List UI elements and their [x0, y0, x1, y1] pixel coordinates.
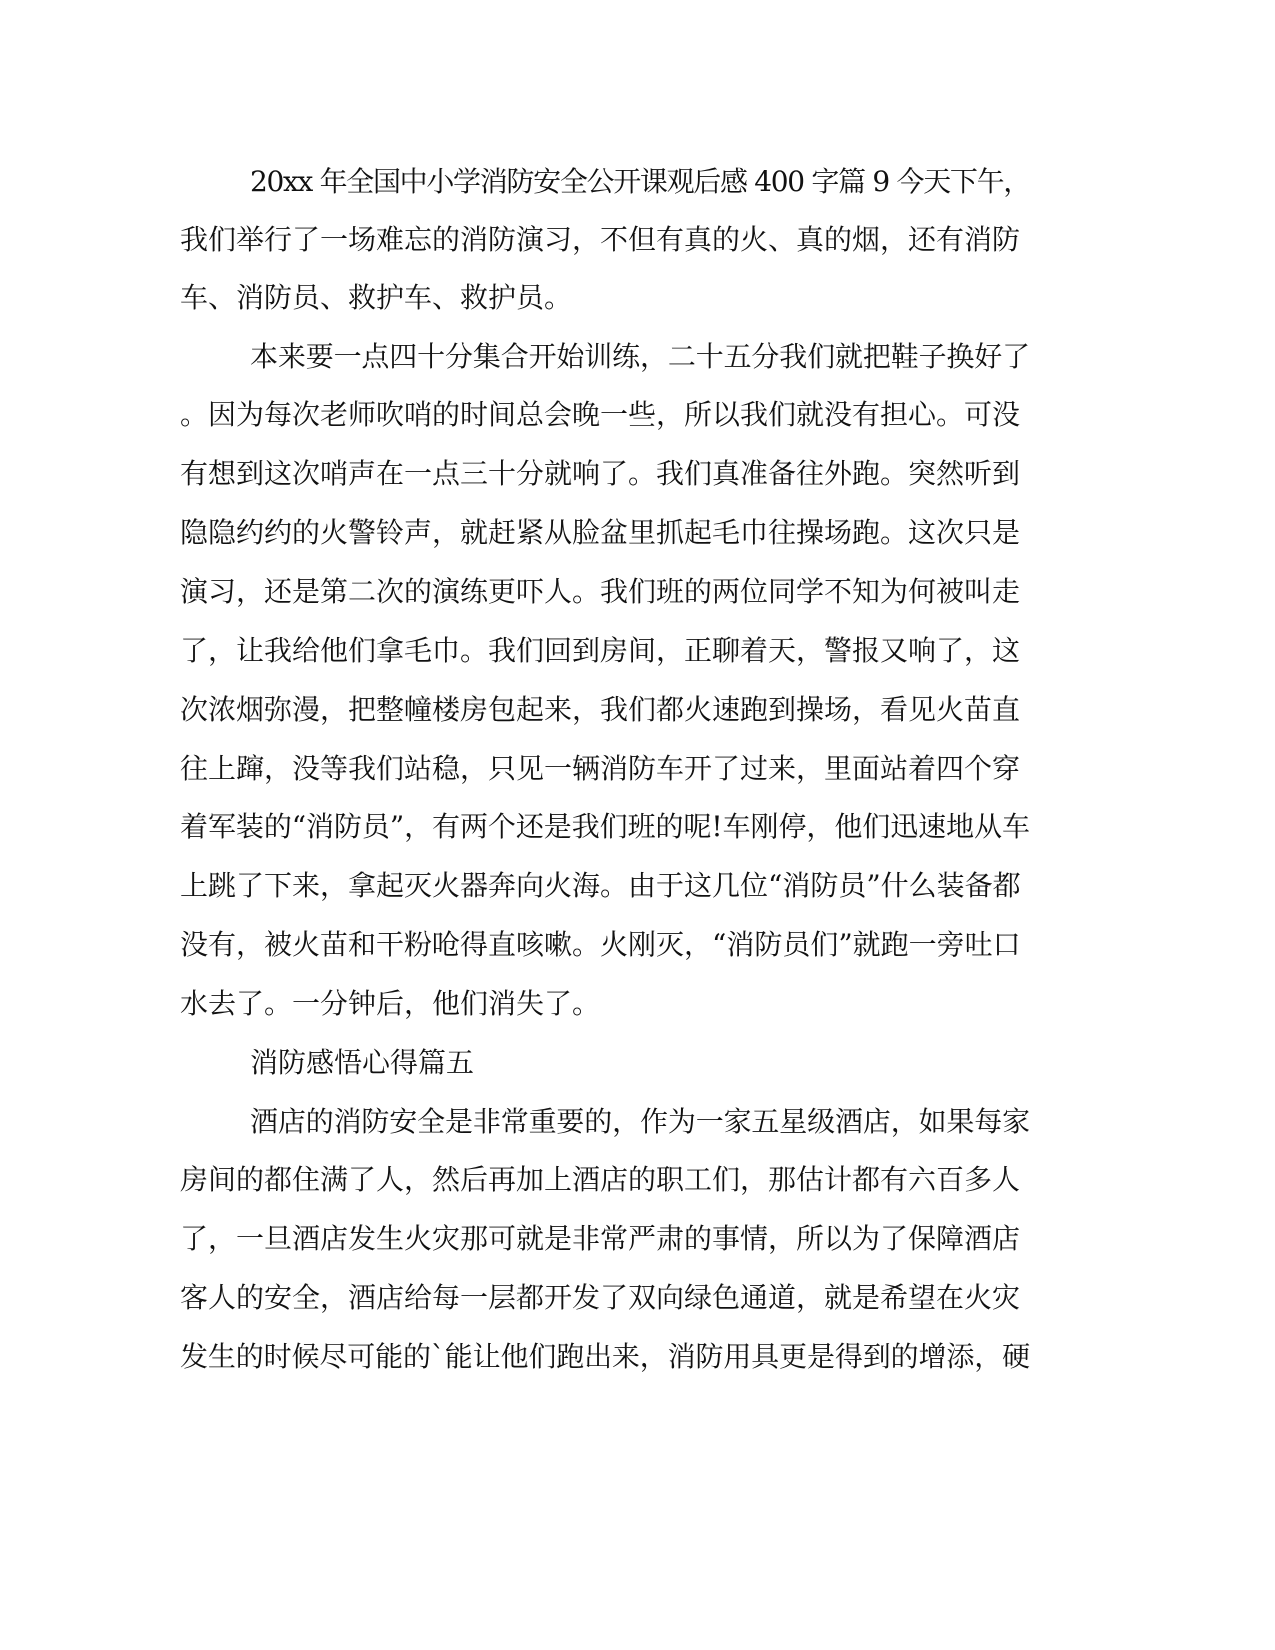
text-line: 房间的都住满了人，然后再加上酒店的职工们，那估计都有六百多人: [180, 1163, 1021, 1196]
text-line: 。因为每次老师吹哨的时间总会晚一些，所以我们就没有担心。可没: [180, 398, 1021, 431]
text-line: 有想到这次哨声在一点三十分就响了。我们真准备往外跑。突然听到: [180, 457, 1021, 490]
text-line: 20xx 年全国中小学消防安全公开课观后感 400 字篇 9 今天下午，: [250, 165, 1030, 198]
text-line: 车、消防员、救护车、救护员。: [180, 281, 573, 314]
text-line: 我们举行了一场难忘的消防演习，不但有真的火、真的烟，还有消防: [180, 223, 1021, 256]
text-line: 客人的安全，酒店给每一层都开发了双向绿色通道，就是希望在火灾: [180, 1281, 1021, 1314]
text-line: 水去了。一分钟后，他们消失了。: [180, 987, 601, 1020]
text-line: 演习，还是第二次的演练更吓人。我们班的两位同学不知为何被叫走: [180, 575, 1021, 608]
text-line: 酒店的消防安全是非常重要的，作为一家五星级酒店，如果每家: [250, 1105, 1031, 1138]
text-line: 着军装的“消防员”，有两个还是我们班的呢!车刚停，他们迅速地从车: [180, 810, 1030, 843]
text-line: 了，让我给他们拿毛巾。我们回到房间，正聊着天，警报又响了，这: [180, 634, 1021, 667]
text-line: 隐隐约约的火警铃声，就赶紧从脸盆里抓起毛巾往操场跑。这次只是: [180, 516, 1021, 549]
text-line: 没有，被火苗和干粉呛得直咳嗽。火刚灭，“消防员们”就跑一旁吐口: [180, 928, 1021, 961]
text-line: 上跳了下来，拿起灭火器奔向火海。由于这几位“消防员”什么装备都: [180, 869, 1021, 902]
text-line: 了，一旦酒店发生火灾那可就是非常严肃的事情，所以为了保障酒店: [180, 1222, 1021, 1255]
text-line: 本来要一点四十分集合开始训练，二十五分我们就把鞋子换好了: [250, 340, 1031, 373]
text-line: 发生的时候尽可能的`能让他们跑出来，消防用具更是得到的增添，硬: [180, 1340, 1031, 1373]
text-line: 往上蹿，没等我们站稳，只见一辆消防车开了过来，里面站着四个穿: [180, 752, 1021, 785]
section-heading: 消防感悟心得篇五: [250, 1046, 475, 1079]
text-line: 次浓烟弥漫，把整幢楼房包起来，我们都火速跑到操场，看见火苗直: [180, 693, 1021, 726]
